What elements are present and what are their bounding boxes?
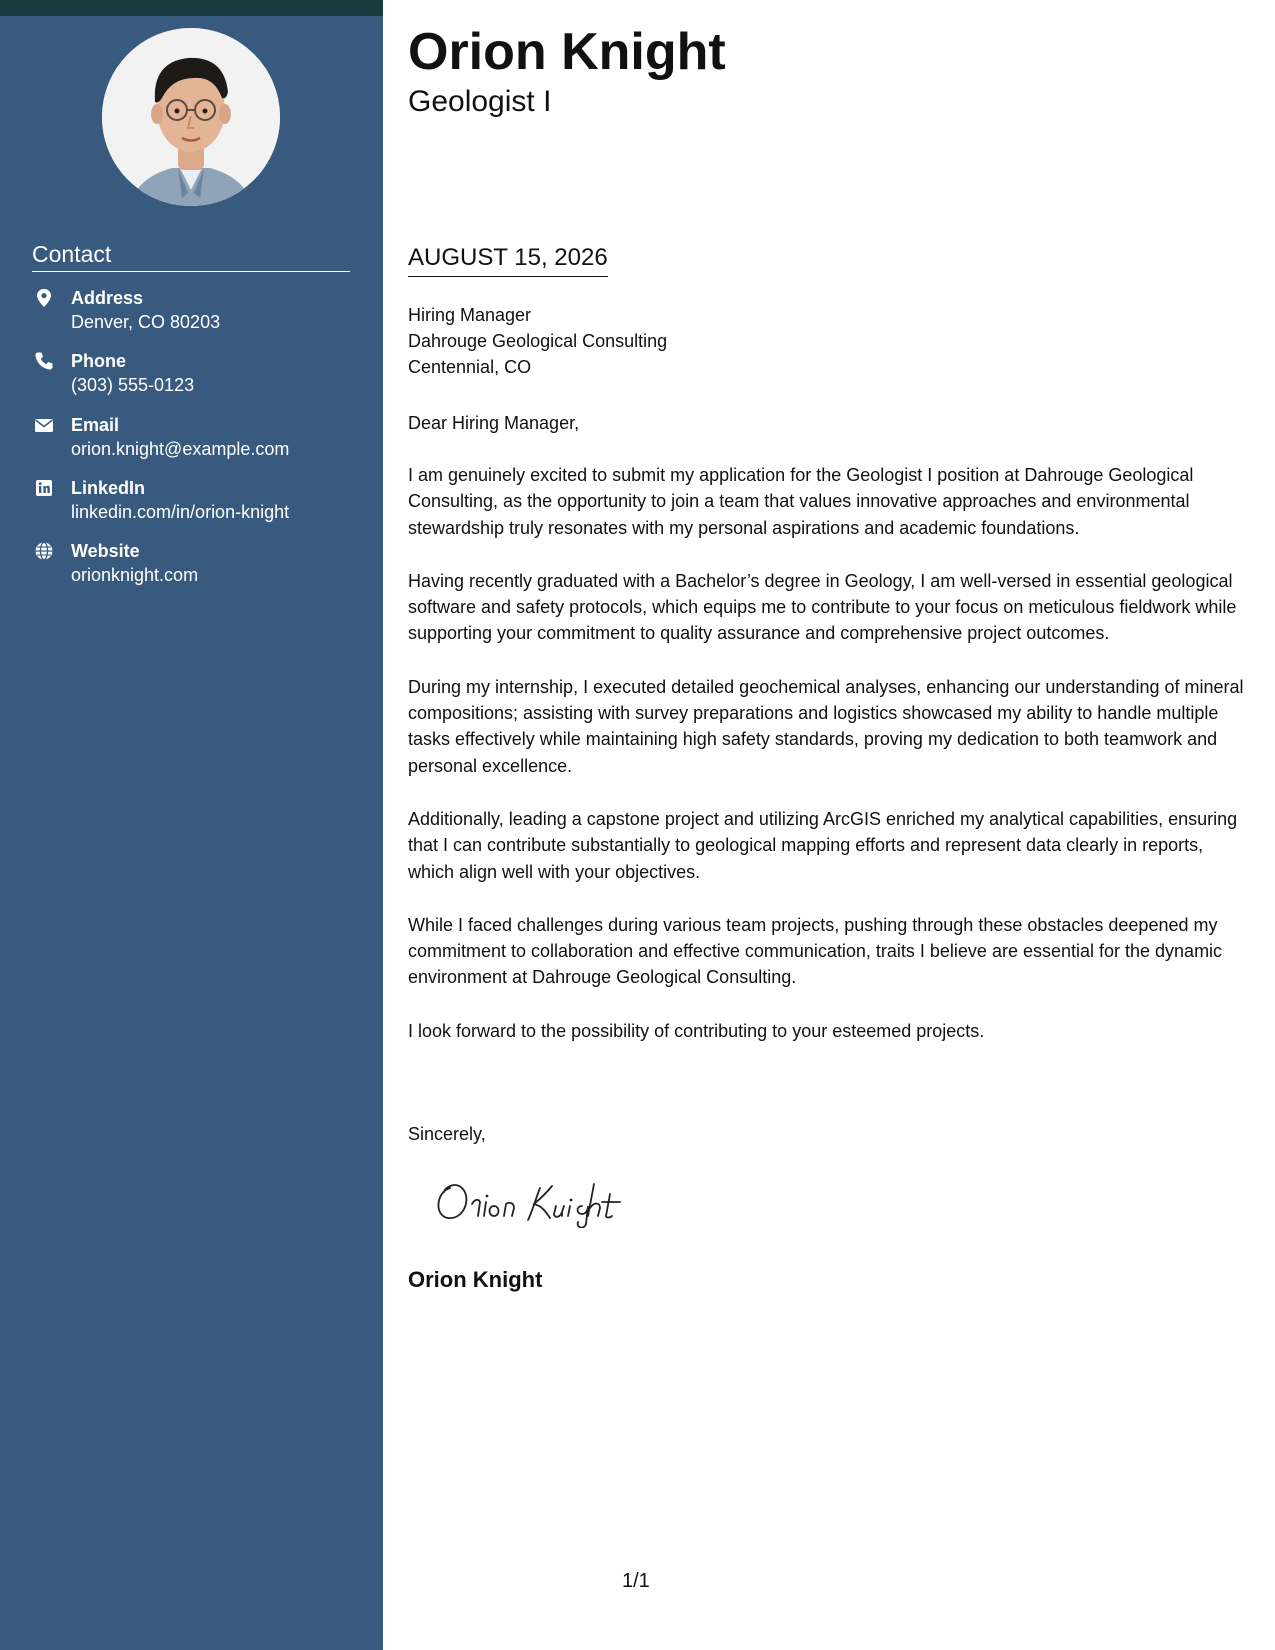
letter-body — [408, 462, 1253, 1071]
job-title: Geologist I — [408, 85, 552, 118]
globe-icon — [34, 541, 54, 561]
contact-label: LinkedIn — [71, 477, 146, 498]
contact-value[interactable]: orionknight.com — [71, 565, 199, 586]
page-number: 1/1 — [622, 1570, 650, 1592]
contact-item-website — [32, 539, 362, 602]
letter-date: AUGUST 15, 2026 — [408, 242, 608, 277]
linkedin-icon — [34, 478, 54, 498]
contact-item-linkedin — [32, 476, 362, 539]
body-paragraph: I am genuinely excited to submit my application for the Geologist I position at Dahrouge Geological Consulting, as the opportunity to join a team that values innovative approaches and environmental stewardship truly resonates with my personal aspirations and academic foundations. — [408, 465, 1194, 538]
contact-list — [32, 286, 362, 602]
contact-value: Denver, CO 80203 — [71, 312, 221, 332]
signer-name: Orion Knight — [408, 1267, 543, 1292]
contact-heading: Contact — [32, 241, 350, 272]
contact-label: Email — [71, 414, 120, 435]
body-paragraph: Additionally, leading a capstone project and utilizing ArcGIS enriched my analytical capabilities, ensuring that I can contribute substantially to geological mapping efforts and represent data clearly in reports, which align well with your objectives. — [408, 808, 1238, 882]
contact-item-email — [32, 413, 362, 476]
body-paragraph: I look forward to the possibility of contributing to your esteemed projects. — [408, 1020, 985, 1041]
recipient-line: Hiring Manager — [408, 305, 532, 325]
avatar — [102, 28, 280, 206]
recipient-line: Dahrouge Geological Consulting — [408, 331, 668, 351]
recipient-line: Centennial, CO — [408, 357, 532, 377]
salutation: Dear Hiring Manager, — [408, 413, 580, 433]
contact-item-phone — [32, 349, 362, 412]
body-paragraph: Having recently graduated with a Bachelor’s degree in Geology, I am well-versed in essential geological software and safety protocols, which equips me to contribute to your focus on meticulous fieldwork while supporting your commitment to quality assurance and comprehensive project outcomes. — [408, 570, 1237, 644]
envelope-icon — [34, 415, 54, 435]
body-paragraph: While I faced challenges during various team projects, pushing through these obstacles deepened my commitment to collaboration and effective communication, traits I believe are essential for the dynamic environment at Dahrouge Geological Consulting. — [408, 914, 1223, 988]
contact-value: (303) 555-0123 — [71, 375, 195, 396]
closing: Sincerely, — [408, 1124, 486, 1144]
contact-value[interactable]: linkedin.com/in/orion-knight — [71, 501, 290, 522]
contact-label: Address — [71, 288, 144, 308]
sidebar — [0, 16, 383, 1650]
map-pin-icon — [34, 288, 54, 308]
contact-label: Phone — [71, 351, 127, 372]
phone-icon — [34, 351, 54, 371]
contact-label: Website — [71, 541, 140, 562]
contact-item-address — [32, 286, 362, 349]
recipient-block — [408, 302, 667, 380]
handwritten-signature — [432, 1168, 662, 1228]
contact-value[interactable]: orion.knight@example.com — [71, 438, 290, 459]
top-accent-bar — [0, 0, 383, 16]
body-paragraph: During my internship, I executed detailed geochemical analyses, enhancing our understanding of mineral compositions; assisting with survey preparations and logistics showcased my ability to handle multiple tasks effectively while maintaining high safety standards, proving my dedication to both teamwork and personal excellence. — [408, 676, 1244, 776]
applicant-name: Orion Knight — [408, 23, 726, 81]
